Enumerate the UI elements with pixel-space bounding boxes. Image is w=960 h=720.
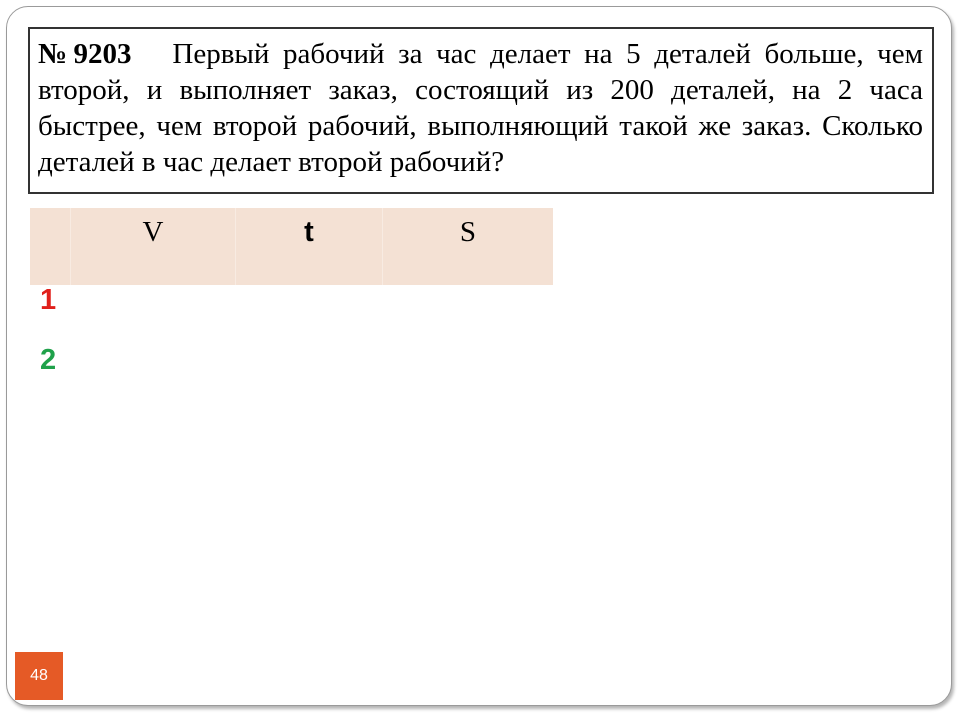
problem-number: №9203	[38, 38, 132, 70]
header-s: S	[383, 208, 554, 285]
vts-table	[30, 208, 553, 285]
row-label-2: 2	[40, 344, 57, 376]
problem-statement	[38, 36, 923, 180]
header-blank-cell	[30, 208, 71, 285]
header-v: V	[71, 208, 236, 285]
header-t: t	[236, 208, 383, 285]
table-header-row	[30, 208, 553, 285]
slide-number-badge: 48	[15, 652, 63, 700]
problem-box	[28, 27, 934, 194]
row-label-1: 1	[40, 284, 57, 316]
problem-text: Первый рабочий за час делает на 5 деталей больше, чем второй, и выполняет заказ, состоящий из 200 деталей, на 2 часа быстрее, чем второй рабочий, выполняющий такой же заказ. Сколько деталей в час делает второй рабочий?	[38, 38, 923, 178]
